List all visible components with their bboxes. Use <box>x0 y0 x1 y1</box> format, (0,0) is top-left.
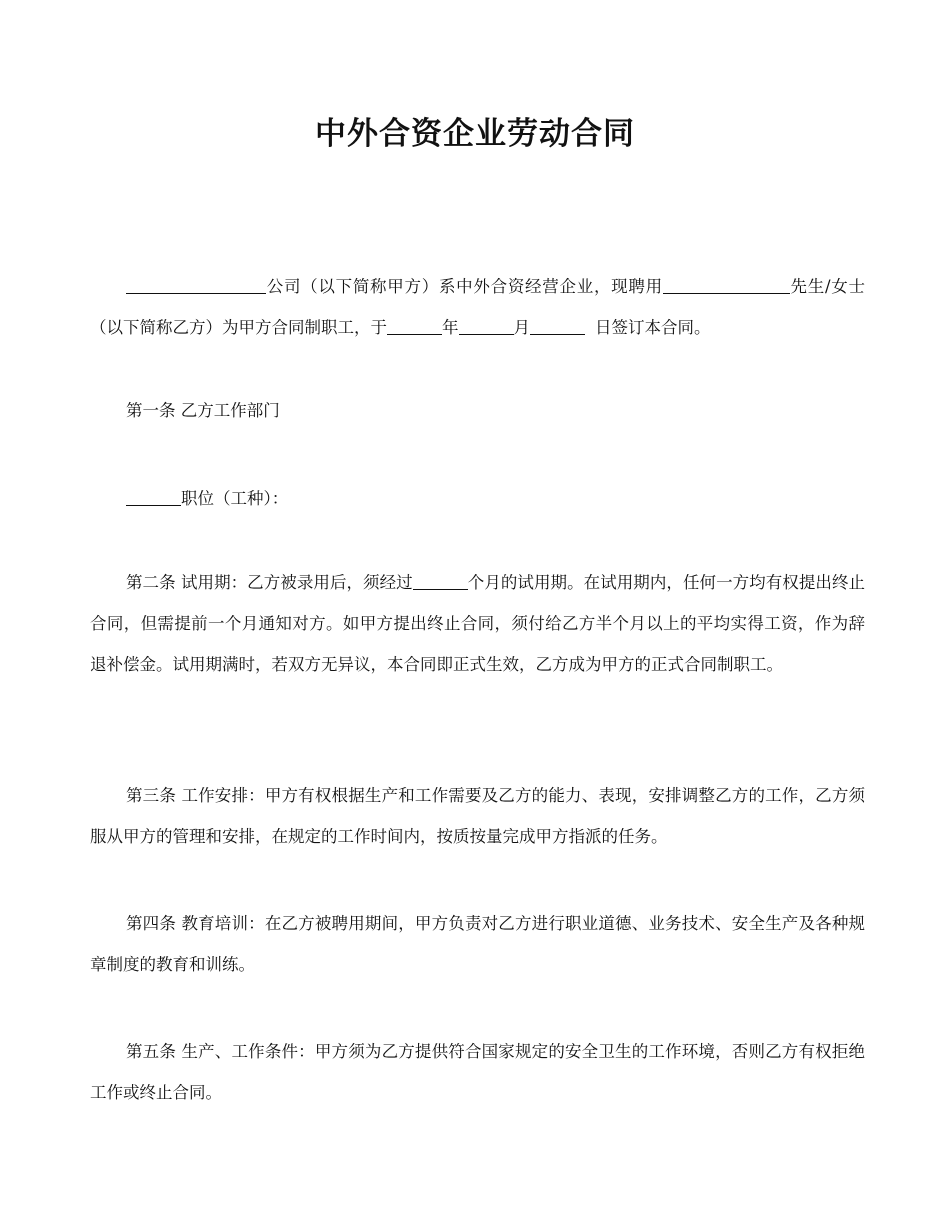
position-label: 职位（工种）： <box>181 489 289 508</box>
department-blank <box>126 487 181 506</box>
article-4-paragraph: 第四条 教育培训：在乙方被聘用期间，甲方负责对乙方进行职业道德、业务技术、安全生产及各种规章制度的教育和训练。 <box>90 914 865 974</box>
intro-text-2: 先生/女士（以下简称乙方）为甲方合同制职工，于 <box>90 277 865 337</box>
article-1-position <box>90 478 865 519</box>
intro-text-5: 日签订本合同。 <box>595 318 711 337</box>
article-5-paragraph: 第五条 生产、工作条件：甲方须为乙方提供符合国家规定的安全卫生的工作环境，否则乙方有权拒绝工作或终止合同。 <box>90 1042 865 1102</box>
day-blank <box>530 316 585 335</box>
employee-name-blank <box>663 275 790 294</box>
intro-paragraph <box>90 266 865 348</box>
article-1-heading: 第一条 乙方工作部门 <box>126 401 280 420</box>
year-blank <box>387 316 442 335</box>
intro-text-4: 月 <box>513 318 530 337</box>
probation-months-blank <box>413 571 468 590</box>
month-blank <box>459 316 514 335</box>
intro-text-1: 公司（以下简称甲方）系中外合资经营企业，现聘用 <box>266 277 663 296</box>
company-name-blank <box>126 275 266 294</box>
document-title: 中外合资企业劳动合同 <box>315 116 635 152</box>
article-2-paragraph <box>90 562 865 685</box>
intro-text-3: 年 <box>442 318 459 337</box>
article-2-text-1: 第二条 试用期：乙方被录用后，须经过 <box>126 573 413 592</box>
article-3-paragraph: 第三条 工作安排：甲方有权根据生产和工作需要及乙方的能力、表现，安排调整乙方的工作，乙方须服从甲方的管理和安排，在规定的工作时间内，按质按量完成甲方指派的任务。 <box>90 786 865 846</box>
article-2-text-2: 个月的试用期。在试用期内，任何一方均有权提出终止合同，但需提前一个月通知对方。如甲方提出终止合同，须付给乙方半个月以上的平均实得工资，作为辞退补偿金。试用期满时，若双方无异议，本合同即正式生效，乙方成为甲方的正式合同制职工。 <box>90 573 866 674</box>
